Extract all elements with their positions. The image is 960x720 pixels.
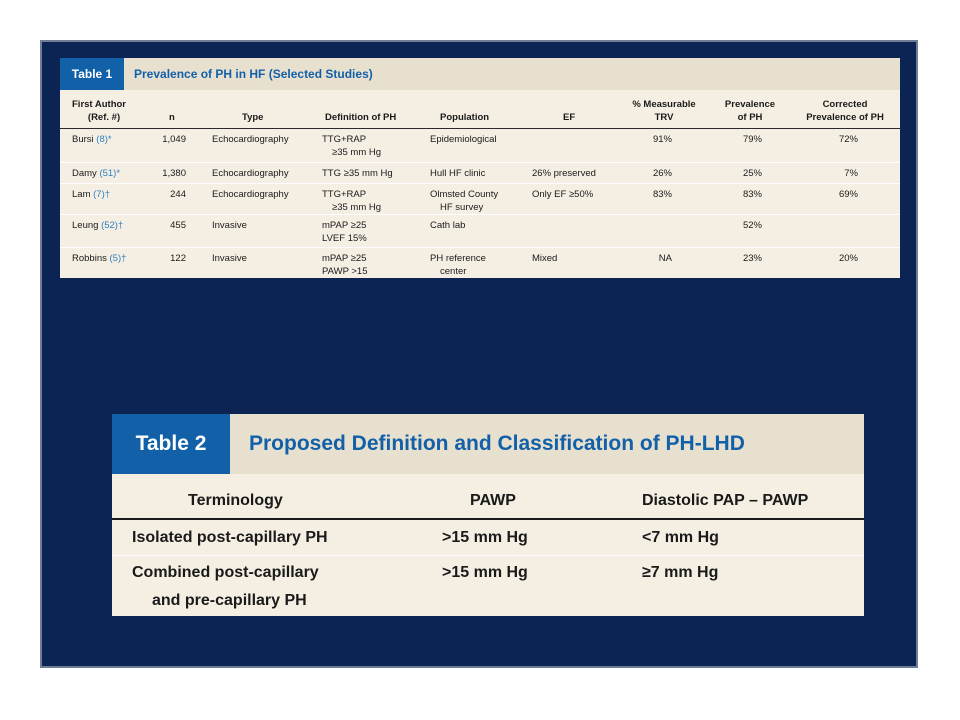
cell-diastolic: ≥7 mm Hg [642,564,719,581]
cell-population [430,188,498,214]
slide-background [40,40,918,668]
table-2-column-headers [112,484,864,520]
definition-line1: mPAP ≥25 [322,220,367,231]
col-header-type: Type [242,112,264,123]
col-header-trv [626,98,702,124]
col-header-corrected [798,98,892,124]
cell-prevalence: 25% [742,168,762,179]
cell-trv: 83% [652,189,672,200]
col-header-trv-line2: TRV [654,112,674,123]
cell-population: Cath lab [430,220,466,231]
author-ref: (7)† [93,189,111,200]
table-1 [60,58,900,278]
col-header-definition: Definition of PH [325,112,397,123]
author-name: Leung [72,220,99,231]
col-header-pawp: PAWP [470,492,516,509]
cell-author [72,133,112,146]
cell-trv: NA [658,253,672,264]
cell-terminology: Isolated post-capillary PH [132,529,328,546]
cell-type: Invasive [212,253,247,264]
cell-ef: 26% preserved [532,168,596,179]
col-header-author-line1: First Author [72,99,127,110]
population-line1: PH reference [430,253,486,264]
col-header-prevalence-line2: of PH [737,112,763,123]
table-row [112,521,864,556]
cell-n: 455 [170,220,186,231]
cell-trv: 91% [652,134,672,145]
table-1-title: Prevalence of PH in HF (Selected Studies) [134,67,373,81]
col-header-prevalence [718,98,782,124]
cell-definition [322,219,367,245]
table-row [60,163,900,184]
cell-population: Hull HF clinic [430,168,486,179]
cell-ef: Only EF ≥50% [532,189,594,200]
table-row [60,248,900,278]
cell-type: Invasive [212,220,247,231]
definition-line2: PAWP >15 [322,266,368,277]
cell-definition [322,133,381,159]
cell-type: Echocardiography [212,168,289,179]
author-name: Bursi [72,134,94,145]
definition-line1: TTG+RAP [322,189,367,200]
definition-line2: ≥35 mm Hg [332,147,382,158]
cell-n: 1,380 [162,168,186,179]
definition-line2: LVEF 15% [322,233,367,244]
table-row [112,556,864,616]
col-header-corrected-line1: Corrected [822,99,868,110]
cell-prevalence: 79% [742,134,762,145]
table-row [60,184,900,215]
table-1-header [60,58,900,90]
table-row [60,215,900,248]
cell-pawp: >15 mm Hg [442,529,528,546]
author-ref: (52)† [101,220,124,231]
population-line2: HF survey [440,202,484,213]
col-header-prevalence-line1: Prevalence [724,99,776,110]
col-header-corrected-line2: Prevalence of PH [806,112,884,123]
col-header-trv-line1: % Measurable [632,99,696,110]
col-header-diastolic: Diastolic PAP – PAWP [642,492,809,509]
cell-type: Echocardiography [212,134,289,145]
col-header-author [72,98,126,124]
author-name: Damy [72,168,97,179]
cell-author [72,167,120,180]
definition-line1: mPAP ≥25 [322,253,367,264]
cell-author [72,252,126,265]
definition-line2: ≥35 mm Hg [332,202,382,213]
cell-ef: Mixed [532,253,558,264]
table-2 [112,414,864,616]
cell-n: 1,049 [162,134,186,145]
cell-definition [322,188,381,214]
cell-n: 244 [170,189,186,200]
col-header-terminology: Terminology [188,492,283,509]
table-2-badge: Table 2 [112,414,230,474]
population-line2: center [440,266,467,277]
cell-type: Echocardiography [212,189,289,200]
cell-pawp: >15 mm Hg [442,564,528,581]
cell-population [430,252,486,278]
cell-corrected: 72% [838,134,858,145]
table-2-title: Proposed Definition and Classification of PH-LHD [249,432,745,455]
cell-definition [322,252,368,278]
cell-author [72,219,123,232]
cell-trv: 26% [652,168,672,179]
col-header-ef: EF [563,112,576,123]
table-1-badge: Table 1 [60,58,124,90]
cell-prevalence: 83% [742,189,762,200]
cell-corrected: 69% [838,189,858,200]
author-name: Robbins [72,253,107,264]
cell-author [72,188,110,201]
cell-prevalence: 52% [742,220,762,231]
author-name: Lam [72,189,91,200]
population-line1: Olmsted County [430,189,499,200]
cell-corrected: 7% [844,168,858,179]
terminology-line2: and pre-capillary PH [152,592,307,609]
cell-n: 122 [170,253,186,264]
author-ref: (5)† [109,253,127,264]
author-ref: (8)* [96,134,112,145]
terminology-line1: Combined post-capillary [132,564,319,581]
col-header-population: Population [440,112,490,123]
cell-diastolic: <7 mm Hg [642,529,719,546]
cell-population: Epidemiological [430,134,497,145]
table-2-header [112,414,864,474]
cell-definition: TTG ≥35 mm Hg [322,168,393,179]
col-header-author-line2: (Ref. #) [87,112,121,123]
table-row [60,129,900,163]
cell-corrected: 20% [838,253,858,264]
definition-line1: TTG+RAP [322,134,367,145]
author-ref: (51)* [99,168,121,179]
table-1-column-headers [60,96,900,129]
cell-terminology [132,560,319,614]
cell-prevalence: 23% [742,253,762,264]
col-header-n: n [169,112,175,123]
